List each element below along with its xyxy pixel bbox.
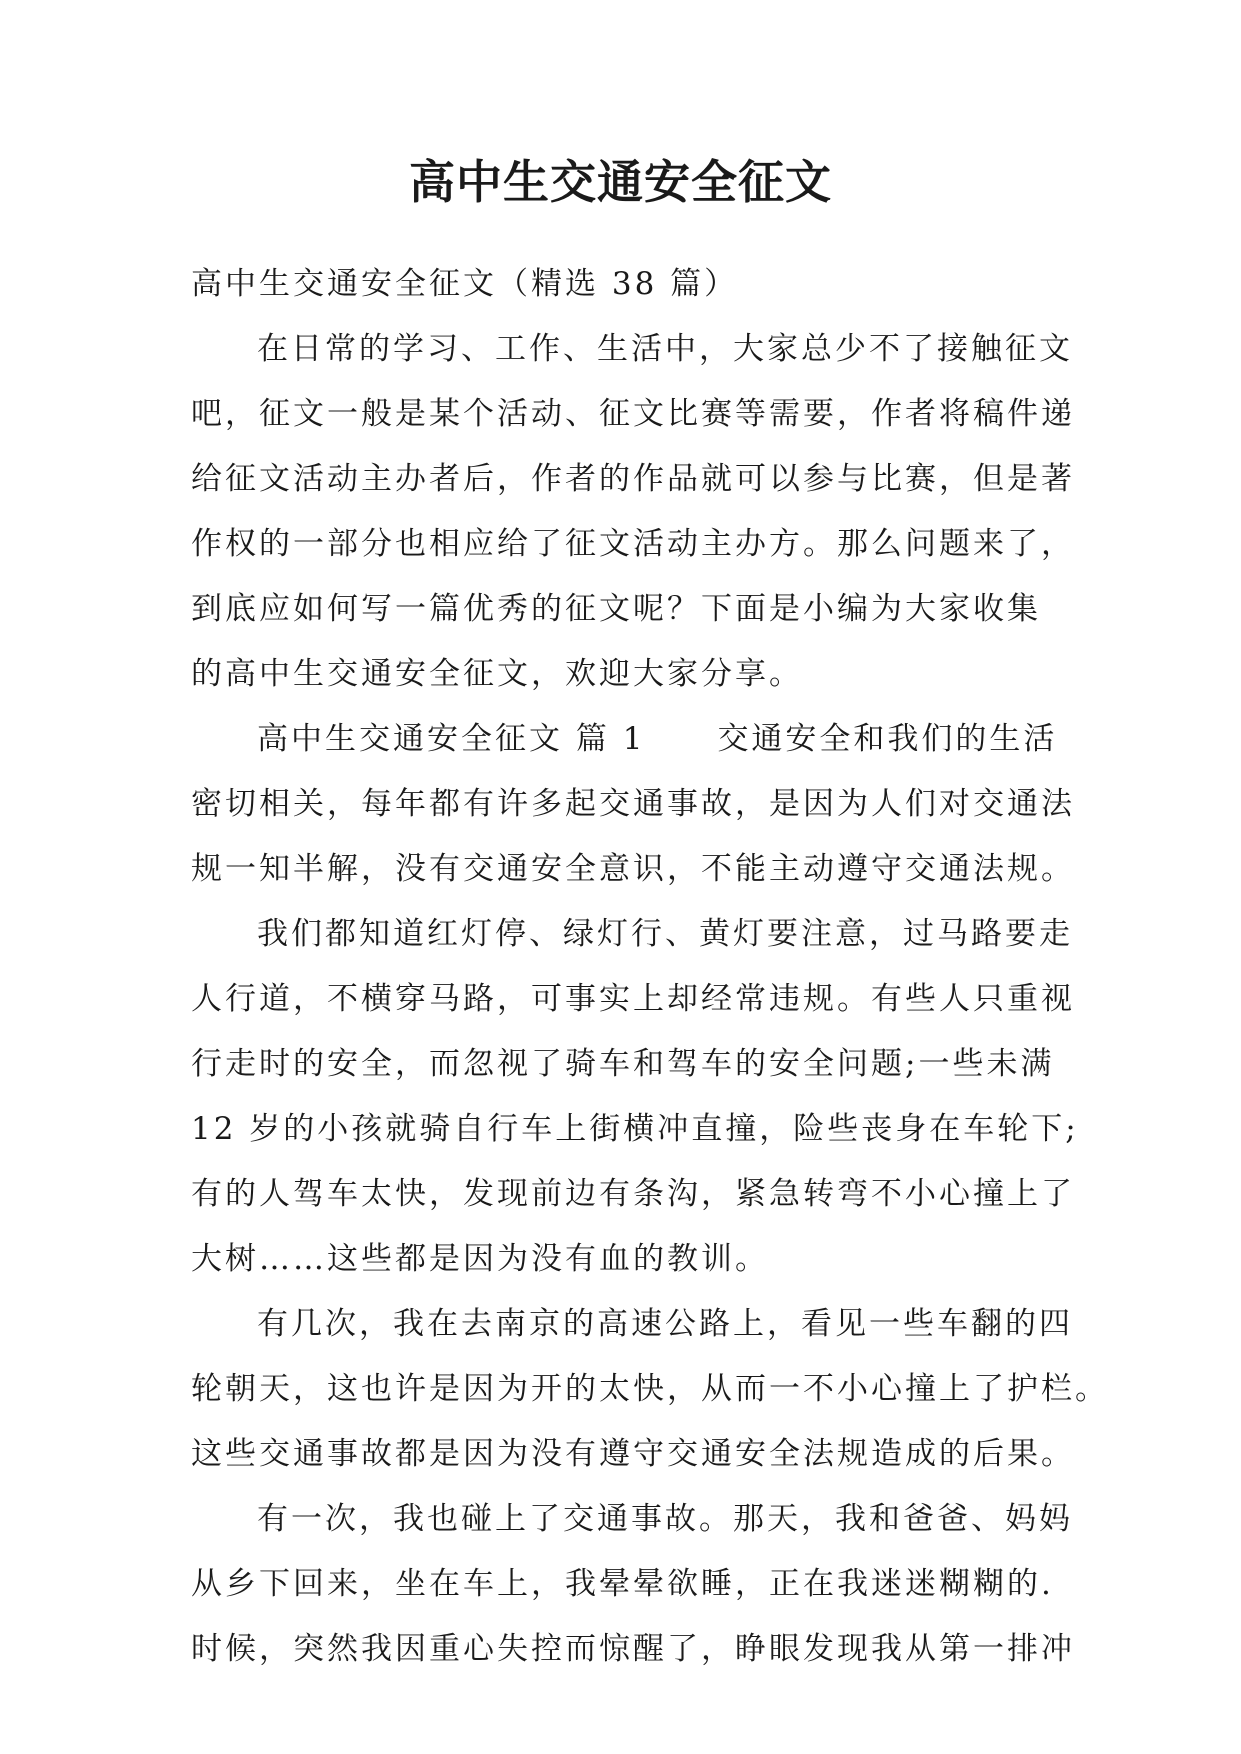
paragraph-line: 密切相关，每年都有许多起交通事故，是因为人们对交通法 — [191, 786, 1075, 822]
paragraph-line: 轮朝天，这也许是因为开的太快，从而一不小心撞上了护栏。 — [191, 1371, 1109, 1407]
paragraph-line: 到底应如何写一篇优秀的征文呢？下面是小编为大家收集 — [191, 591, 1041, 627]
document-body — [191, 252, 1109, 1682]
paragraph-line: 在日常的学习、工作、生活中，大家总少不了接触征文 — [257, 331, 1073, 367]
subtitle-line: 高中生交通安全征文（精选 38 篇） — [191, 266, 739, 302]
paragraph-line: 人行道，不横穿马路，可事实上却经常违规。有些人只重视 — [191, 981, 1075, 1017]
document-title: 高中生交通安全征文 — [409, 155, 832, 209]
paragraph-line: 规一知半解，没有交通安全意识，不能主动遵守交通法规。 — [191, 851, 1075, 887]
paragraph-line: 吧，征文一般是某个活动、征文比赛等需要，作者将稿件递 — [191, 396, 1075, 432]
paragraph-line: 作权的一部分也相应给了征文活动主办方。那么问题来了， — [191, 526, 1075, 562]
paragraph-line: 12 岁的小孩就骑自行车上街横冲直撞，险些丧身在车轮下; — [191, 1111, 1079, 1147]
paragraph-line: 行走时的安全，而忽视了骑车和驾车的安全问题;一些未满 — [191, 1046, 1055, 1082]
paragraph-line: 时候，突然我因重心失控而惊醒了，睁眼发现我从第一排冲 — [191, 1631, 1075, 1667]
paragraph-line: 有几次，我在去南京的高速公路上，看见一些车翻的四 — [257, 1306, 1073, 1342]
paragraph-line: 这些交通事故都是因为没有遵守交通安全法规造成的后果。 — [191, 1436, 1075, 1472]
paragraph-line: 给征文活动主办者后，作者的作品就可以参与比赛，但是著 — [191, 461, 1075, 497]
paragraph-line: 的高中生交通安全征文，欢迎大家分享。 — [191, 656, 803, 692]
section-heading: 高中生交通安全征文 篇 1 — [257, 721, 646, 757]
paragraph-line: 有的人驾车太快，发现前边有条沟，紧急转弯不小心撞上了 — [191, 1176, 1075, 1212]
paragraph-line: 有一次，我也碰上了交通事故。那天，我和爸爸、妈妈 — [257, 1501, 1073, 1537]
section-heading-line — [191, 707, 1071, 772]
paragraph-text: 交通安全和我们的生活 — [717, 721, 1058, 757]
paragraph-line: 我们都知道红灯停、绿灯行、黄灯要注意，过马路要走 — [257, 916, 1073, 952]
paragraph-line: 大树……这些都是因为没有血的教训。 — [191, 1241, 769, 1277]
paragraph-line: 从乡下回来，坐在车上，我晕晕欲睡，正在我迷迷糊糊的. — [191, 1566, 1054, 1602]
